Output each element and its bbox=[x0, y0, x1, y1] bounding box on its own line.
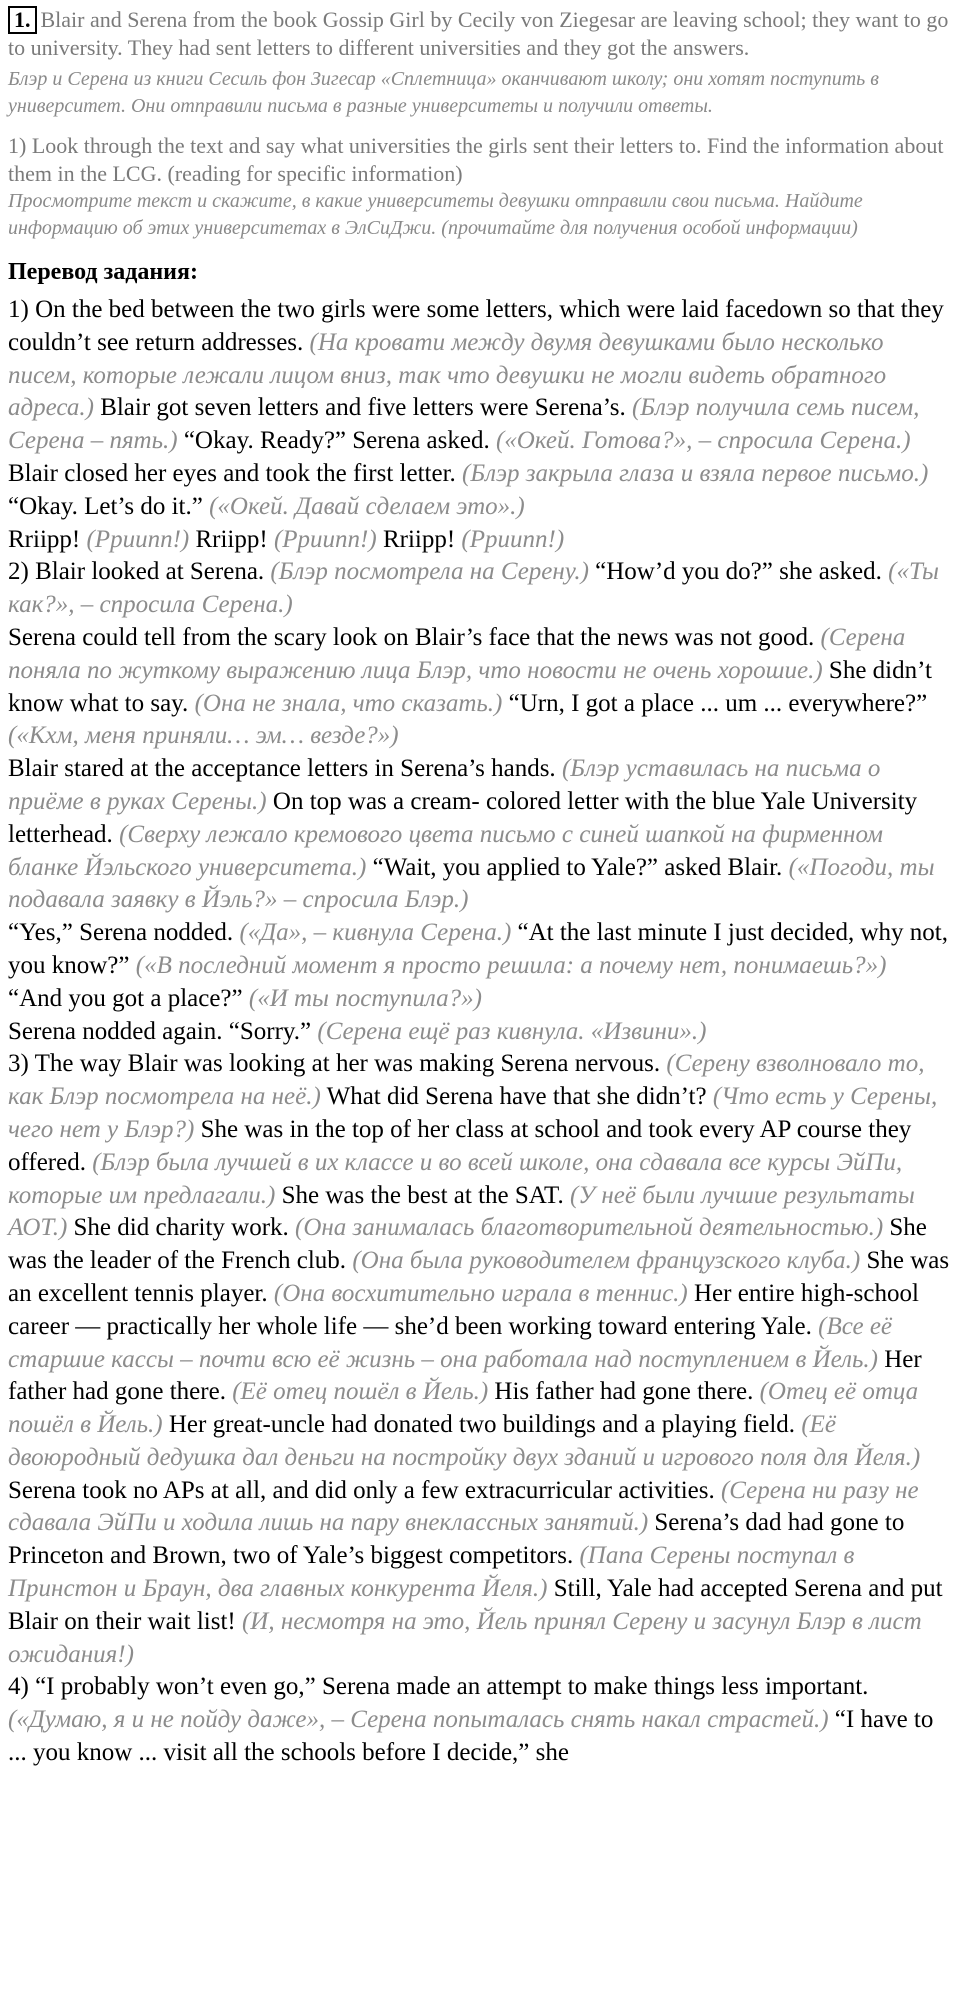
source-en-segment: She was an excellent tennis player. bbox=[8, 1247, 950, 1307]
translation-ru-segment: (Она не знала, что сказать.) bbox=[194, 689, 503, 717]
source-en-segment: She was in the top of her class at school and took every AP course they offered. bbox=[8, 1115, 912, 1176]
source-en-segment: Serena took no APs at all, and did only a few extracurricular activities. bbox=[8, 1476, 721, 1504]
paragraph bbox=[8, 556, 950, 622]
paragraph bbox=[8, 1048, 950, 1671]
translation-ru-segment: (Рриипп!) bbox=[273, 525, 377, 553]
source-en-segment: Blair stared at the acceptance letters in Serena’s hands. bbox=[8, 755, 562, 783]
translation-ru-segment: (И, несмотря на это, Йель принял Серену и засунул Блэр в лист ожидания!) bbox=[8, 1607, 922, 1668]
translation-ru-segment: («В последний момент я просто решила: а почему нет, понимаешь?») bbox=[135, 951, 887, 979]
translation-ru-segment: (Её отец пошёл в Йель.) bbox=[232, 1378, 489, 1406]
source-en-segment: Rriipp! bbox=[8, 525, 87, 553]
source-en-segment: She did charity work. bbox=[67, 1214, 296, 1242]
paragraph bbox=[8, 458, 950, 524]
translation-ru-segment: («Кхм, меня приняли… эм… везде?») bbox=[8, 722, 399, 750]
source-en-segment: 2) Blair looked at Serena. bbox=[8, 558, 271, 586]
translation-ru-segment: («Ты как?», – спросила Серена.) bbox=[8, 558, 939, 619]
source-en-segment: Her entire high-school career — practically her whole life — she’d been working toward entering Yale. bbox=[8, 1279, 919, 1340]
translation-ru-segment: (Блэр закрыла глаза и взяла первое письмо.) bbox=[462, 459, 929, 487]
source-en-segment: Blair got seven letters and five letters were Serena’s. bbox=[93, 394, 632, 422]
source-en-segment: 3) The way Blair was looking at her was making Serena nervous. bbox=[8, 1050, 667, 1078]
translation-ru-segment: (Отец её отца пошёл в Йель.) bbox=[8, 1378, 919, 1439]
translation-ru-segment: (Она занималась благотворительной деятельностью.) bbox=[295, 1214, 884, 1242]
source-en-segment: 4) “I probably won’t even go,” Serena made an attempt to make things less important. bbox=[8, 1673, 869, 1701]
source-en-segment: She didn’t know what to say. bbox=[8, 656, 932, 717]
translation-ru-segment: (Все её старшие кассы – почти всю её жизнь – она работала над поступлением в Йель.) bbox=[8, 1312, 893, 1373]
source-en-segment: Still, Yale had accepted Serena and put Blair on their wait list! bbox=[8, 1575, 943, 1635]
translation-ru-segment: («И ты поступила?») bbox=[248, 984, 482, 1012]
source-en-segment: Her great-uncle had donated two buildings and a playing field. bbox=[162, 1411, 802, 1439]
source-en-segment: Rriipp! bbox=[189, 525, 274, 553]
translation-body bbox=[8, 294, 950, 1770]
translation-ru-segment: (Рриипп!) bbox=[86, 525, 190, 553]
paragraph bbox=[8, 524, 950, 557]
source-en-segment: Serena’s dad had gone to Princeton and Brown, two of Yale’s biggest competitors. bbox=[8, 1509, 905, 1570]
translation-ru-segment: (Папа Серены поступал в Принстон и Браун, два главных конкурента Йеля.) bbox=[8, 1542, 855, 1603]
translation-ru-segment: («Погоди, ты подавала заявку в Йэль?» – спросила Блэр.) bbox=[8, 853, 935, 914]
translation-ru-segment: (Она была руководителем французского клуба.) bbox=[352, 1247, 861, 1275]
translation-ru-segment: («Окей. Готова?», – спросила Серена.) bbox=[495, 427, 911, 455]
task-question-en: 1) Look through the text and say what universities the girls sent their letters to. Find the information about them in the LCG. (reading for specific information) bbox=[8, 133, 944, 186]
translation-ru-segment: (Серену взволновало то, как Блэр посмотрела на неё.) bbox=[8, 1050, 925, 1111]
task-question-ru: Просмотрите текст и скажите, в какие университеты девушки отправили свои письма. Найдите информацию об этих университетах в ЭлСиДжи. (прочитайте для получения особой информации) bbox=[8, 190, 863, 239]
source-en-segment: “And you got a place?” bbox=[8, 984, 249, 1012]
task-number: 1. bbox=[8, 6, 37, 34]
task-intro-ru: Блэр и Серена из книги Сесиль фон Зигесар «Сплетница» оканчивают школу; они хотят поступить в университет. Они отправили письма в разные университеты и получили ответы. bbox=[8, 68, 879, 117]
translation-ru-segment: («Окей. Давай сделаем это».) bbox=[209, 492, 525, 520]
paragraph bbox=[8, 983, 950, 1016]
translation-ru-segment: (Сверху лежало кремового цвета письмо с синей шапкой на фирменном бланке Йэльского университета.) bbox=[8, 820, 883, 881]
translation-heading: Перевод задания: bbox=[8, 259, 198, 285]
paragraph bbox=[8, 1016, 950, 1049]
source-en-segment: What did Serena have that she didn’t? bbox=[320, 1083, 713, 1111]
source-en-segment: Blair closed her eyes and took the first letter. bbox=[8, 459, 463, 487]
translation-ru-segment: (Блэр получила семь писем, Серена – пять.) bbox=[8, 394, 920, 455]
paragraph bbox=[8, 917, 950, 983]
source-en-segment: She was the best at the SAT. bbox=[275, 1181, 570, 1209]
task-intro bbox=[8, 6, 950, 62]
paragraph bbox=[8, 294, 950, 458]
source-en-segment: “Yes,” Serena nodded. bbox=[8, 919, 240, 947]
source-en-segment: “Okay. Let’s do it.” bbox=[8, 492, 210, 520]
source-en-segment: Her father had gone there. bbox=[8, 1345, 922, 1406]
source-en-segment: 1) On the bed between the two girls were some letters, which were laid facedown so that they couldn’t see return addresses. bbox=[8, 296, 944, 356]
source-en-segment: “At the last minute I just decided, why not, you know?” bbox=[8, 919, 948, 979]
source-en-segment: His father had gone there. bbox=[488, 1378, 760, 1406]
translation-ru-segment: (Рриипп!) bbox=[461, 525, 565, 553]
source-en-segment: Rriipp! bbox=[376, 525, 462, 553]
source-en-segment: “Okay. Ready?” Serena asked. bbox=[177, 427, 496, 455]
source-en-segment: “Wait, you applied to Yale?” asked Blair. bbox=[366, 853, 789, 881]
paragraph bbox=[8, 1671, 950, 1769]
translation-ru-segment: (Её двоюродный дедушка дал деньги на постройку двух зданий и игрового поля для Йеля.) bbox=[8, 1411, 921, 1471]
source-en-segment: She was the leader of the French club. bbox=[8, 1214, 927, 1275]
translation-ru-segment: («Да», – кивнула Серена.) bbox=[239, 919, 512, 947]
source-en-segment: “I have to ... you know ... visit all the schools before I decide,” she bbox=[8, 1706, 934, 1767]
paragraph bbox=[8, 753, 950, 917]
translation-ru-segment: (Блэр посмотрела на Серену.) bbox=[270, 558, 589, 586]
translation-ru-segment: (Блэр уставилась на письма о приёме в руках Серены.) bbox=[8, 755, 881, 815]
paragraph bbox=[8, 622, 950, 753]
source-en-segment: On top was a cream- colored letter with the blue Yale University letterhead. bbox=[8, 787, 918, 848]
source-en-segment: “How’d you do?” she asked. bbox=[588, 558, 889, 586]
task-intro-en: Blair and Serena from the book Gossip Girl by Cecily von Ziegesar are leaving school; they want to go to university. They had sent letters to different universities and they got the answers. bbox=[8, 7, 949, 60]
source-en-segment: “Urn, I got a place ... um ... everywhere?” bbox=[502, 689, 928, 717]
translation-ru-segment: (На кровати между двумя девушками было несколько писем, которые лежали лицом вниз, так что девушки не могли видеть обратного адреса.) bbox=[8, 328, 887, 422]
translation-ru-segment: (Серена ни разу не сдавала ЭйПи и ходила лишь на пару внеклассных занятий.) bbox=[8, 1476, 919, 1537]
translation-ru-segment: (Серена ещё раз кивнула. «Извини».) bbox=[317, 1017, 707, 1045]
translation-ru-segment: (Блэр была лучшей в их классе и во всей школе, она сдавала все курсы ЭйПи, которые им предлагали.) bbox=[8, 1148, 903, 1209]
translation-ru-segment: (Что есть у Серены, чего нет у Блэр?) bbox=[8, 1083, 938, 1143]
source-en-segment: Serena could tell from the scary look on Blair’s face that the news was not good. bbox=[8, 623, 821, 651]
translation-ru-segment: (Серена поняла по жуткому выражению лица Блэр, что новости не очень хорошие.) bbox=[8, 623, 906, 684]
translation-ru-segment: («Думаю, я и не пойду даже», – Серена попыталась снять накал страстей.) bbox=[8, 1706, 829, 1734]
translation-ru-segment: (Она восхитительно играла в теннис.) bbox=[273, 1279, 688, 1307]
source-en-segment: Serena nodded again. “Sorry.” bbox=[8, 1017, 318, 1045]
translation-ru-segment: (У неё были лучшие результаты АОТ.) bbox=[8, 1181, 915, 1242]
